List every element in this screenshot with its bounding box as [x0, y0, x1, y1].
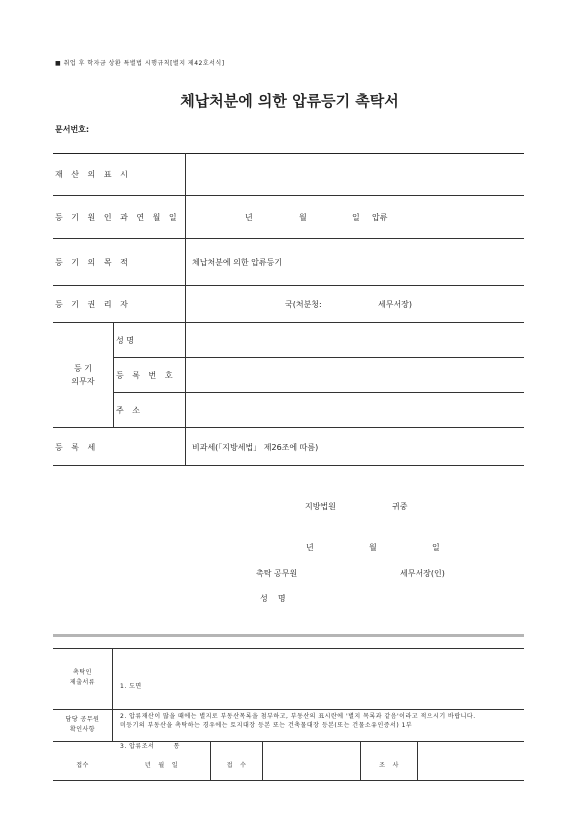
receipt-label: 접수 — [76, 762, 89, 769]
bullet: ■ — [55, 60, 62, 67]
sign-name-label: 성 명 — [260, 594, 286, 603]
sign-year: 년 — [306, 543, 314, 552]
address-field[interactable] — [186, 393, 523, 426]
obligor-label-line2: 의무자 — [71, 377, 95, 386]
sign-day: 일 — [432, 543, 440, 552]
row-divider — [53, 285, 524, 286]
address-label: 주 소 — [116, 406, 143, 415]
verification-text: 미등기의 부동산을 촉탁하는 경우에는 토지대장 등본 또는 건축물대장 등본(또는 건물소유인증서) 1부 — [120, 722, 413, 729]
attachment-item: 1. 도면 — [120, 683, 142, 690]
row-divider — [53, 465, 524, 466]
attachments-label — [53, 668, 112, 688]
purpose-value: 체납처분에 의한 압류등기 — [192, 258, 283, 267]
purpose-label: 등 기 의 목 적 — [55, 258, 131, 267]
name-field[interactable] — [186, 323, 523, 356]
attachment-item: 3. 압류조서 통 — [120, 743, 180, 750]
name-label: 성 명 — [116, 336, 134, 345]
row-divider — [53, 427, 524, 428]
column-divider — [113, 322, 114, 427]
sign-month: 월 — [369, 543, 377, 552]
attachments-label-line2: 제출서류 — [69, 679, 96, 686]
regno-field[interactable] — [186, 358, 523, 391]
section-separator — [53, 634, 524, 637]
verification-label-line1: 담당 공무원 — [65, 716, 100, 723]
tax-value: 비과세(「지방세법」 제26조에 따름) — [192, 443, 319, 452]
inspect-field[interactable] — [418, 742, 523, 779]
official-value: 세무서장(인) — [400, 569, 445, 578]
rights-holder-label: 등 기 권 리 자 — [55, 300, 131, 309]
court-name: 지방법원 — [305, 502, 336, 511]
handling-field[interactable] — [263, 742, 360, 779]
cause-year: 년 — [245, 213, 253, 222]
obligor-label-line1: 등 기 — [74, 364, 92, 373]
cause-month: 월 — [299, 213, 307, 222]
regulation-header — [55, 58, 225, 67]
row-divider — [53, 238, 524, 239]
column-divider — [112, 648, 113, 741]
page-title: 체납처분에 의한 압류등기 촉탁서 — [180, 92, 399, 110]
attachment-item: 2. 압류재산이 많을 때에는 별지로 부동산목록을 첨부하고, 부동산의 표시란에 '별지 목록과 같음'이라고 적으시기 바랍니다. — [120, 713, 476, 720]
cause-suffix: 압류 — [372, 213, 388, 222]
obligor-label — [53, 362, 113, 388]
receipt-date: 년 월 일 — [144, 762, 179, 769]
row-divider — [53, 648, 524, 649]
verification-label-line2: 확인사항 — [69, 726, 96, 733]
row-divider — [53, 780, 524, 781]
cause-date-label: 등 기 원 인 과 연 월 일 — [55, 213, 180, 222]
regno-label: 등 록 번 호 — [116, 371, 176, 380]
doc-number-label: 문서번호: — [55, 125, 90, 134]
rights-holder-value: 국(처분청: — [285, 300, 322, 309]
verification-label — [53, 715, 112, 735]
official-label: 촉탁 공무원 — [256, 569, 298, 578]
property-field[interactable] — [186, 154, 523, 194]
cause-day: 일 — [352, 213, 360, 222]
inspect-label: 조 사 — [379, 762, 399, 769]
property-label: 재 산 의 표 시 — [55, 170, 131, 179]
attachments-label-line1: 촉탁인 — [73, 669, 92, 676]
row-divider — [53, 195, 524, 196]
rights-holder-value-suffix: 세무서장) — [378, 300, 413, 309]
tax-label: 등 록 세 — [55, 443, 99, 452]
court-honorific: 귀중 — [392, 502, 408, 511]
regulation-text: 취업 후 학자금 상환 특별법 시행규칙[별지 제42호서식] — [63, 60, 225, 67]
handling-label: 접 수 — [226, 762, 247, 769]
